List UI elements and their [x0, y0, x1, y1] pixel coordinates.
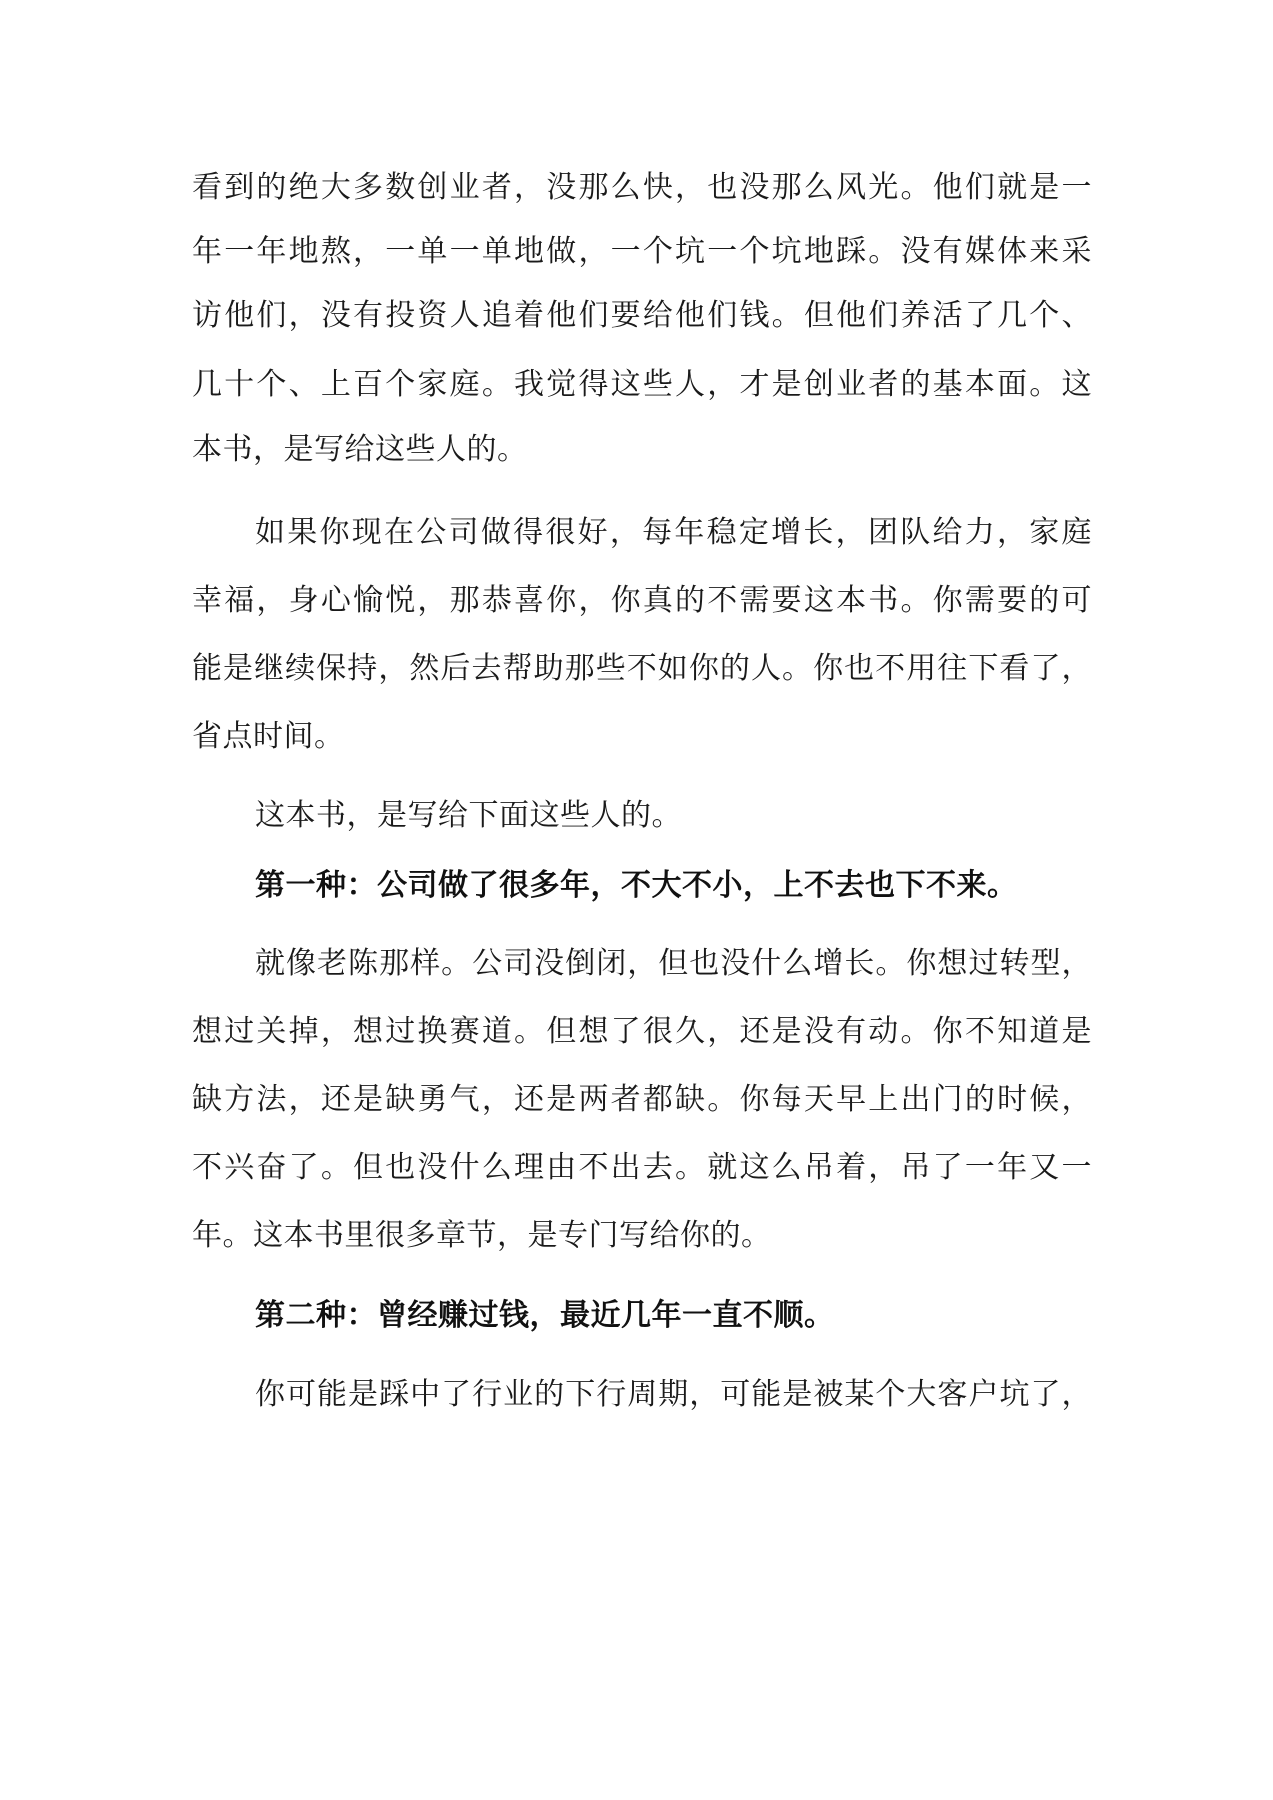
paragraph-line: 本书，是写给这些人的。 — [192, 432, 528, 467]
paragraph-line: 几十个、上百个家庭。我觉得这些人，才是创业者的基本面。这 — [192, 367, 1092, 402]
paragraph-line: 年一年地熬，一单一单地做，一个坑一个坑地踩。没有媒体来采 — [192, 234, 1092, 269]
paragraph-line: 看到的绝大多数创业者，没那么快，也没那么风光。他们就是一 — [192, 170, 1092, 205]
paragraph-line: 省点时间。 — [192, 719, 345, 754]
paragraph-line: 缺方法，还是缺勇气，还是两者都缺。你每天早上出门的时候， — [192, 1082, 1092, 1117]
paragraph-line: 这本书，是写给下面这些人的。 — [255, 798, 682, 833]
paragraph-line: 你可能是踩中了行业的下行周期，可能是被某个大客户坑了， — [255, 1377, 1092, 1412]
paragraph-line: 想过关掉，想过换赛道。但想了很久，还是没有动。你不知道是 — [192, 1014, 1092, 1049]
section-heading: 第二种：曾经赚过钱，最近几年一直不顺。 — [255, 1298, 835, 1333]
paragraph-line: 就像老陈那样。公司没倒闭，但也没什么增长。你想过转型， — [255, 946, 1092, 981]
section-heading: 第一种：公司做了很多年，不大不小，上不去也下不来。 — [255, 868, 1018, 903]
paragraph-line: 幸福，身心愉悦，那恭喜你，你真的不需要这本书。你需要的可 — [192, 583, 1092, 618]
paragraph-line: 访他们，没有投资人追着他们要给他们钱。但他们养活了几个、 — [192, 298, 1092, 333]
paragraph-line: 如果你现在公司做得很好，每年稳定增长，团队给力，家庭 — [255, 515, 1092, 550]
paragraph-line: 年。这本书里很多章节，是专门写给你的。 — [192, 1218, 772, 1253]
paragraph-line: 能是继续保持，然后去帮助那些不如你的人。你也不用往下看了， — [192, 651, 1092, 686]
paragraph-line: 不兴奋了。但也没什么理由不出去。就这么吊着，吊了一年又一 — [192, 1150, 1092, 1185]
